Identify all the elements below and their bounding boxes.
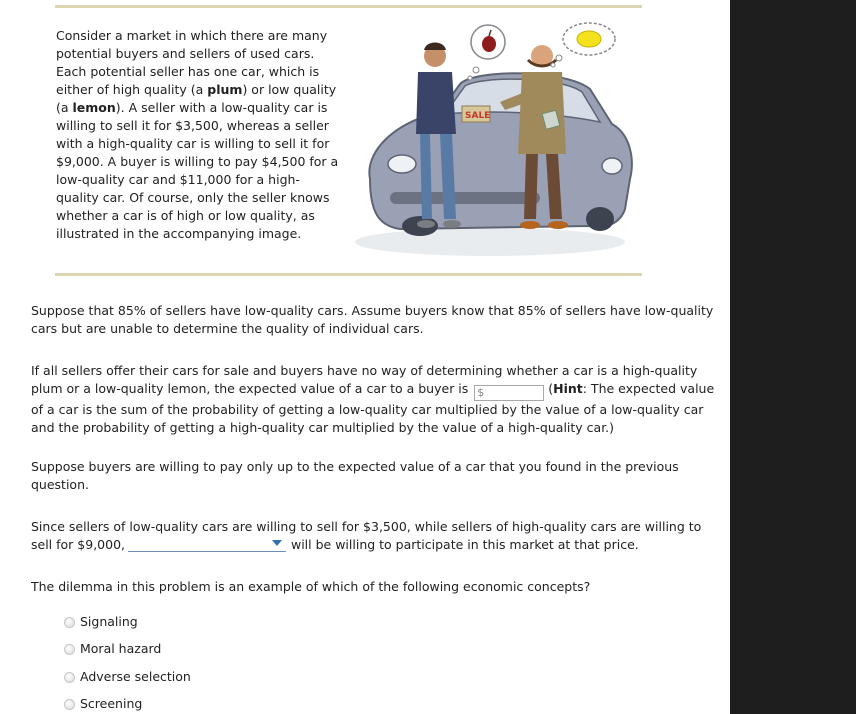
page-margin-dark: [730, 0, 856, 714]
chevron-down-icon: [272, 540, 282, 546]
option-label: Signaling: [80, 614, 138, 629]
intro-text: Consider a market in which there are many potential buyers and sellers of used cars. Each potential seller has one car, which is either of high quality (a plum) or low quality (a lemon). A seller with a low-quality car is willing to sell it for $3,500, whereas a seller with a high-quality car is willing to sell it for $9,000. A buyer is willing to pay $4,500 for a low-quality car and $11,000 for a high-quality car. Of course, only the seller knows whether a car is of high or low quality, as illustrated in the accompanying image.: [56, 28, 339, 241]
sale-sign: SALE: [465, 111, 491, 121]
option-label: Moral hazard: [80, 641, 162, 656]
radio-button[interactable]: [64, 617, 75, 628]
option-label: Adverse selection: [80, 669, 191, 684]
radio-button[interactable]: [64, 644, 75, 655]
question-5-text: The dilemma in this problem is an example of which of the following economic concepts?: [31, 579, 591, 594]
used-car-illustration: [350, 14, 642, 264]
participants-dropdown[interactable]: [128, 536, 286, 552]
bottom-divider: [55, 273, 642, 276]
question-4: Since sellers of low-quality cars are willing to sell for $3,500, while sellers of high-quality cars are willing to sell for $9,000, will be willing to participate in this market at that price.: [31, 519, 702, 552]
question-3-text: Suppose buyers are willing to pay only up to the expected value of a car that you found in the previous question.: [31, 459, 679, 492]
expected-value-input[interactable]: [474, 385, 544, 401]
question-2: If all sellers offer their cars for sale and buyers have no way of determining whether a car is a high-quality plum or a low-quality lemon, the expected value of a car to a buyer is $ (Hint: The expected value of a car is the sum of the probability of getting a low-quality car multiplied by the value of a low-quality car and the probability of getting a high-quality car multiplied by the value of a high-quality car.): [31, 363, 715, 435]
top-divider: [55, 5, 642, 8]
question-1-text: Suppose that 85% of sellers have low-quality cars. Assume buyers know that 85% of sellers have low-quality cars but are unable to determine the quality of individual cars.: [31, 303, 714, 336]
option-label: Screening: [80, 696, 143, 711]
radio-button[interactable]: [64, 672, 75, 683]
radio-button[interactable]: [64, 699, 75, 710]
currency-symbol: $: [477, 386, 485, 399]
